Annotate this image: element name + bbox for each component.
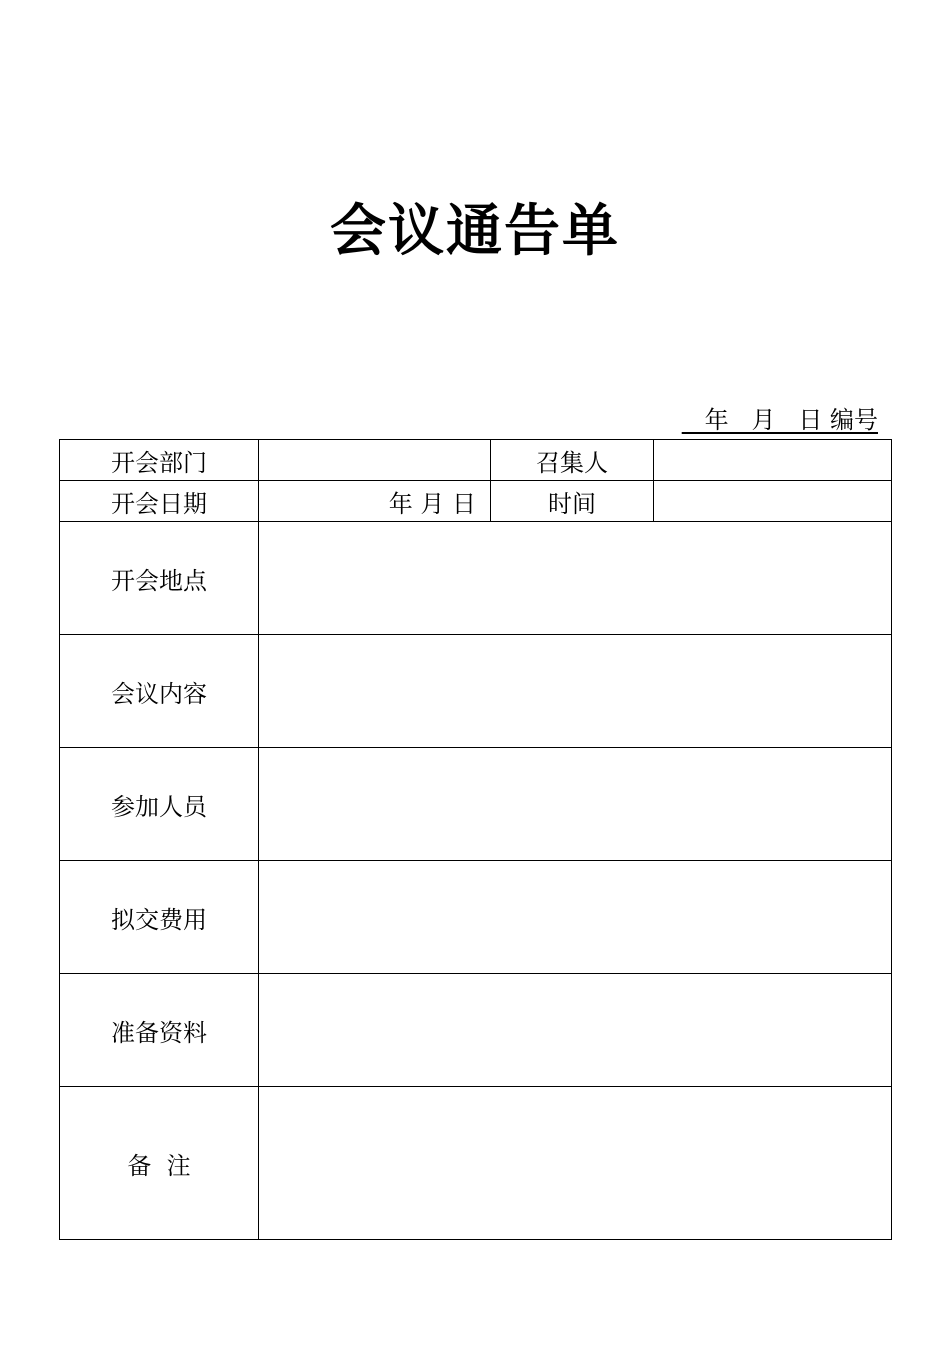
content-field[interactable] bbox=[259, 635, 892, 748]
time-label: 时间 bbox=[491, 481, 654, 522]
form-row-attendees bbox=[60, 748, 892, 861]
meeting-notice-form bbox=[59, 439, 892, 1240]
content-label: 会议内容 bbox=[60, 635, 259, 748]
convener-field[interactable] bbox=[654, 440, 892, 481]
form-row-department bbox=[60, 440, 892, 481]
cost-field[interactable] bbox=[259, 861, 892, 974]
remarks-label: 备 注 bbox=[60, 1087, 259, 1240]
date-field[interactable]: 年 月 日 bbox=[259, 481, 491, 522]
form-row-content bbox=[60, 635, 892, 748]
form-row-location bbox=[60, 522, 892, 635]
attendees-label: 参加人员 bbox=[60, 748, 259, 861]
materials-field[interactable] bbox=[259, 974, 892, 1087]
time-field[interactable] bbox=[654, 481, 892, 522]
convener-label: 召集人 bbox=[491, 440, 654, 481]
form-row-cost bbox=[60, 861, 892, 974]
department-field[interactable] bbox=[259, 440, 491, 481]
department-label: 开会部门 bbox=[60, 440, 259, 481]
form-row-remarks bbox=[60, 1087, 892, 1240]
page-title: 会议通告单 bbox=[330, 199, 620, 264]
form-row-date bbox=[60, 481, 892, 522]
form-row-materials bbox=[60, 974, 892, 1087]
date-label: 开会日期 bbox=[60, 481, 259, 522]
attendees-field[interactable] bbox=[259, 748, 892, 861]
date-number-line: 年 月 日 编号 bbox=[681, 406, 878, 434]
remarks-field[interactable] bbox=[259, 1087, 892, 1240]
location-label: 开会地点 bbox=[60, 522, 259, 635]
location-field[interactable] bbox=[259, 522, 892, 635]
cost-label: 拟交费用 bbox=[60, 861, 259, 974]
materials-label: 准备资料 bbox=[60, 974, 259, 1087]
